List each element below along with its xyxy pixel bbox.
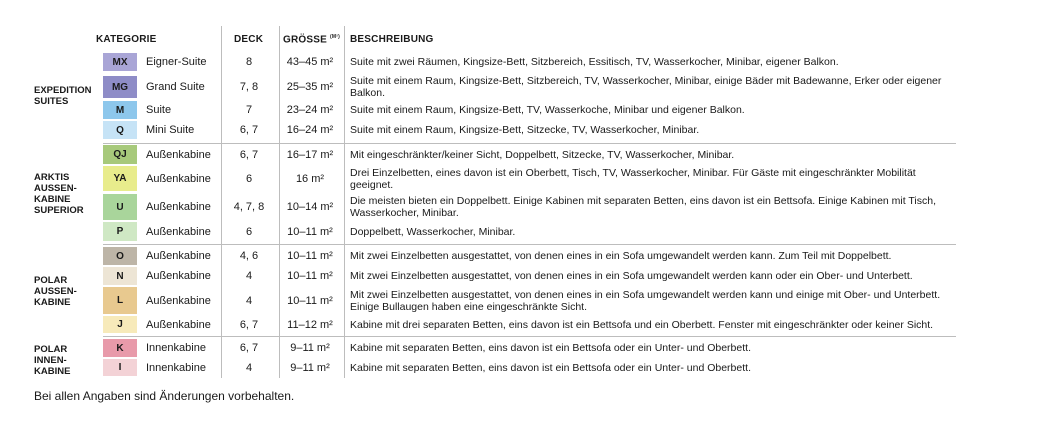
description-text: Kabine mit separaten Betten, eins davon ist ein Bettsofa oder ein Unter- und Oberbett. — [350, 342, 751, 354]
size-value: 9–11 m² — [290, 361, 330, 374]
group-label-arktis-aussenkabine-superior: ARKTIS AUSSEN- KABINE SUPERIOR — [34, 172, 84, 216]
category-code-swatch: QJ — [103, 145, 137, 164]
size-value: 10–11 m² — [287, 250, 333, 262]
table-row — [0, 267, 1040, 287]
category-name: Außenkabine — [146, 318, 211, 331]
group-label-expedition-suites: EXPEDITION SUITES — [34, 85, 92, 107]
description-text: Kabine mit separaten Betten, eins davon ist ein Bettsofa oder ein Unter- und Oberbett. — [350, 361, 751, 374]
category-code-swatch: MX — [103, 53, 137, 71]
category-name: Außenkabine — [146, 294, 211, 307]
category-name: Außenkabine — [146, 250, 211, 262]
header-deck: DECK — [234, 34, 264, 45]
category-code-swatch: U — [103, 194, 137, 220]
deck-value: 7 — [245, 104, 253, 116]
category-code-swatch: MG — [103, 76, 137, 98]
table-row — [0, 76, 1040, 100]
header-groesse-unit: (M²) — [329, 34, 340, 40]
table-row — [0, 53, 1040, 73]
category-name: Außenkabine — [146, 148, 211, 161]
deck-value: 6 — [245, 172, 253, 185]
deck-value: 8 — [245, 56, 253, 68]
description-text: Suite mit zwei Räumen, Kingsize-Bett, Sitzbereich, Essitisch, TV, Wasserkocher, Minibar, eigener Balkon. — [350, 56, 839, 68]
group-separator — [103, 143, 956, 144]
size-value: 10–14 m² — [286, 201, 334, 213]
category-name: Innenkabine — [146, 361, 206, 374]
category-name: Außenkabine — [146, 172, 211, 185]
size-value: 23–24 m² — [286, 104, 334, 116]
table-row — [0, 166, 1040, 193]
category-name: Außenkabine — [146, 225, 211, 238]
deck-value: 6, 7 — [239, 342, 259, 354]
description-text: Suite mit einem Raum, Kingsize-Bett, TV, Wasserkoche, Minibar und eigener Balkon. — [350, 104, 745, 116]
category-code-swatch: L — [103, 287, 137, 314]
header-groesse — [283, 34, 340, 45]
description-text: Drei Einzelbetten, eines davon ist ein Oberbett, Tisch, TV, Wasserkocher, Minibar. Für Gäste mit eingeschränkter Mobilität geeignet. — [350, 166, 916, 191]
deck-value: 6, 7 — [239, 318, 259, 331]
header-beschreibung: BESCHREIBUNG — [350, 34, 434, 45]
table-row — [0, 247, 1040, 267]
deck-value: 6, 7 — [239, 124, 259, 136]
description-text: Mit eingeschränkter/keiner Sicht, Doppelbett, Sitzecke, TV, Wasserkocher, Minibar. — [350, 148, 735, 161]
category-code-swatch: O — [103, 247, 137, 265]
description-text: Mit zwei Einzelbetten ausgestattet, von denen eines in ein Sofa umgewandelt werden kann. Zum Teil mit Doppelbett. — [350, 250, 892, 262]
table-row — [0, 101, 1040, 121]
description-text: Mit zwei Einzelbetten ausgestattet, von denen eines in ein Sofa umgewandelt werden kann oder ein Ober- und Unterbett. — [350, 270, 913, 282]
description-text: Suite mit einem Raum, Kingsize-Bett, Sitzecke, TV, Wasserkocher, Minibar. — [350, 124, 700, 136]
description-text: Doppelbett, Wasserkocher, Minibar. — [350, 225, 516, 238]
group-separator — [103, 244, 956, 245]
header-kategorie: KATEGORIE — [96, 34, 157, 45]
category-code-swatch: I — [103, 359, 137, 376]
table-row — [0, 287, 1040, 316]
category-name: Eigner-Suite — [146, 56, 207, 68]
deck-value: 4, 6 — [239, 250, 259, 262]
category-name: Außenkabine — [146, 270, 211, 282]
size-value: 9–11 m² — [290, 342, 330, 354]
category-code-swatch: J — [103, 316, 137, 333]
description-text: Mit zwei Einzelbetten ausgestattet, von denen eines in ein Sofa umgewandelt werden kann und einige mit Ober- und Unterbett. Einige Bullaugen haben eine eingeschränkte Sicht. — [350, 288, 941, 313]
header-groesse-label: GRÖSSE — [283, 34, 327, 46]
size-value: 43–45 m² — [286, 56, 334, 68]
table-row — [0, 316, 1040, 335]
group-label-polar-aussenkabine: POLAR AUSSEN- KABINE — [34, 274, 77, 308]
table-row — [0, 339, 1040, 359]
category-code-swatch: N — [103, 267, 137, 285]
category-code-swatch: P — [103, 222, 137, 241]
size-value: 25–35 m² — [286, 81, 334, 93]
category-name: Mini Suite — [146, 124, 195, 136]
category-code-swatch: Q — [103, 121, 137, 139]
deck-value: 4, 7, 8 — [233, 201, 265, 213]
description-text: Die meisten bieten ein Doppelbett. Einige Kabinen mit separaten Betten, eins davon ist ein Bettsofa. Einige Kabinen mit Tisch, Wasserkocher, Minibar. — [350, 195, 937, 219]
description-text: Suite mit einem Raum, Kingsize-Bett, Sitzbereich, TV, Wasserkocher, Minibar, einige Bäder mit Badewanne, Erker oder eigener Balkon. — [350, 75, 942, 99]
deck-value: 4 — [245, 294, 253, 307]
category-code-swatch: K — [103, 339, 137, 357]
category-code-swatch: YA — [103, 166, 137, 191]
size-value: 16–24 m² — [286, 124, 334, 136]
table-row — [0, 222, 1040, 243]
size-value: 10–11 m² — [287, 225, 333, 238]
table-row — [0, 194, 1040, 222]
description-text: Kabine mit drei separaten Betten, eins davon ist ein Bettsofa und ein Oberbett. Fenster mit eingeschränkter oder keiner Sicht. — [350, 318, 934, 331]
category-name: Grand Suite — [146, 81, 205, 93]
size-value: 10–11 m² — [287, 294, 333, 307]
size-value: 16–17 m² — [286, 148, 334, 161]
size-value: 10–11 m² — [287, 270, 333, 282]
deck-value: 6 — [245, 225, 253, 238]
deck-value: 7, 8 — [239, 81, 259, 93]
size-value: 11–12 m² — [287, 318, 333, 331]
category-name: Suite — [146, 104, 172, 116]
deck-value: 6, 7 — [239, 148, 259, 161]
deck-value: 4 — [245, 270, 253, 282]
category-name: Innenkabine — [146, 342, 206, 354]
table-row — [0, 359, 1040, 378]
category-name: Außenkabine — [146, 201, 211, 213]
table-row — [0, 121, 1040, 141]
group-separator — [103, 336, 956, 337]
size-value: 16 m² — [295, 172, 325, 185]
deck-value: 4 — [245, 361, 253, 374]
table-row — [0, 145, 1040, 166]
category-code-swatch: M — [103, 101, 137, 119]
group-label-polar-innenkabine: POLAR INNEN- KABINE — [34, 343, 71, 377]
footer-note: Bei allen Angaben sind Änderungen vorbehalten. — [34, 389, 295, 403]
